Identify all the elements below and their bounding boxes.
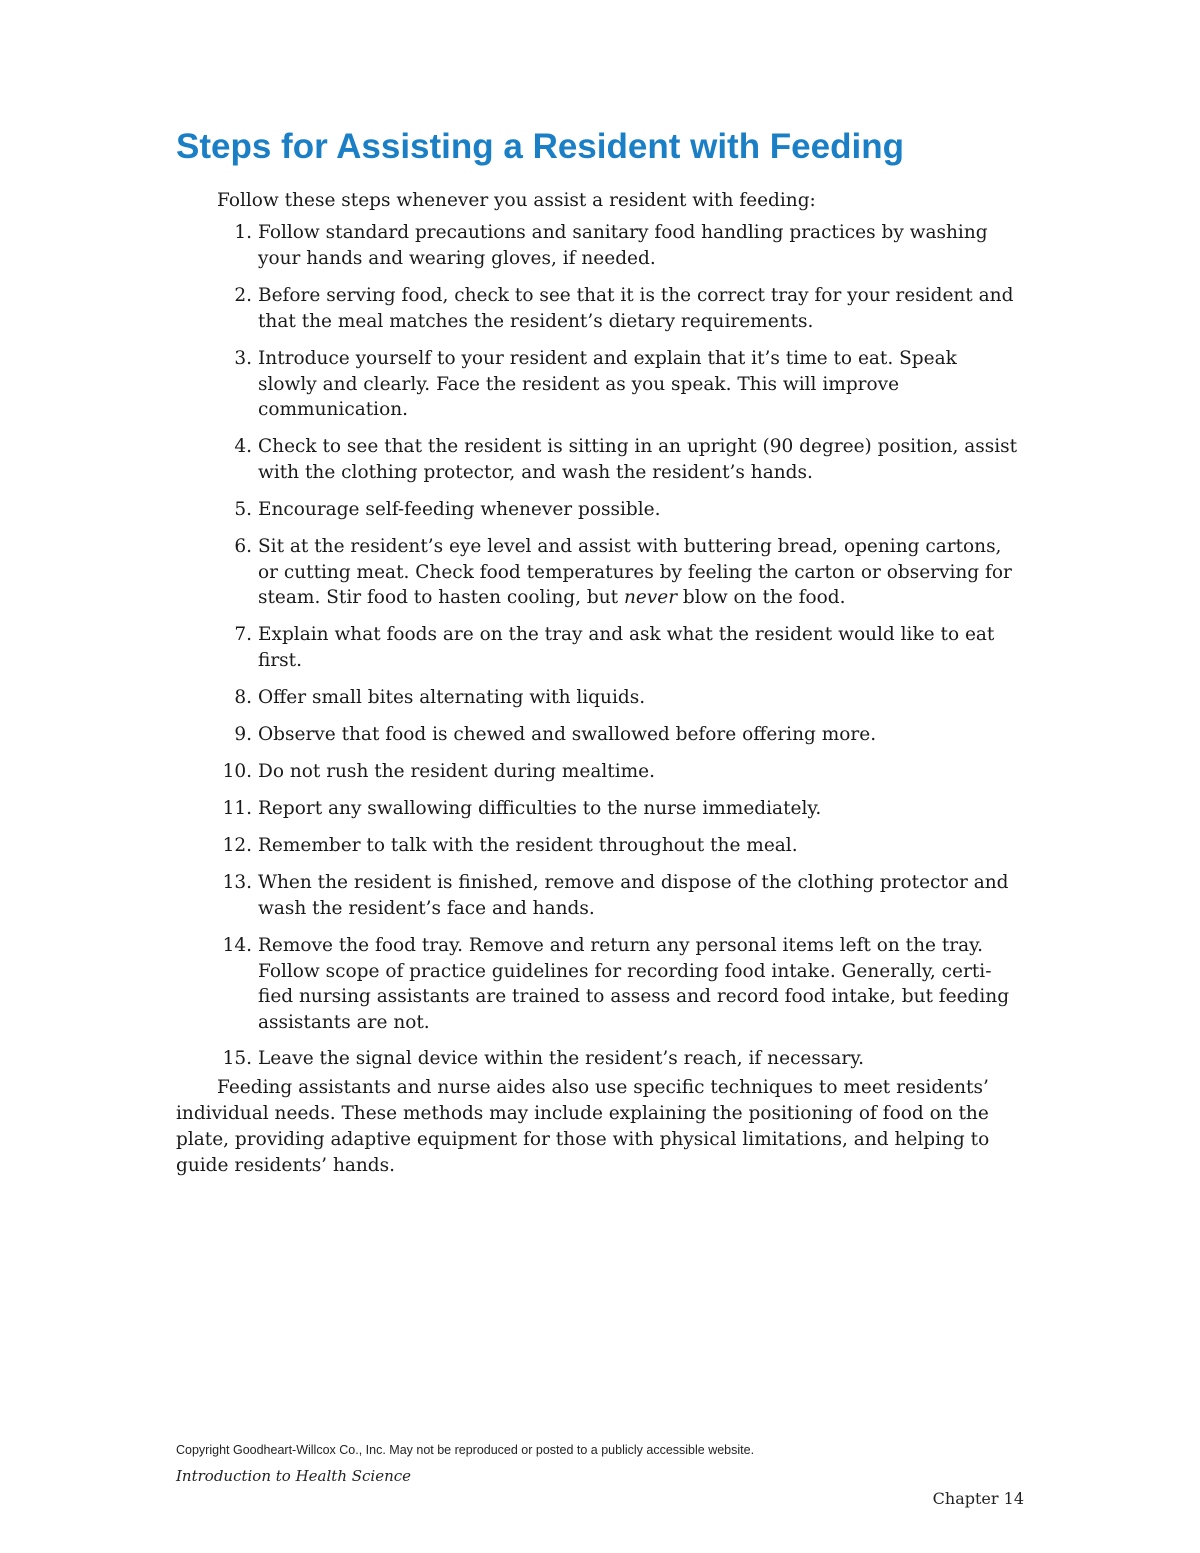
- step-line: Observe that food is chewed and swallowed before offering more.: [258, 724, 877, 745]
- step-line: with the clothing protector, and wash the resident’s hands.: [258, 461, 813, 483]
- step-line: communication.: [258, 399, 409, 420]
- step-line: Follow scope of practice guidelines for recording food intake. Generally, certi-: [258, 960, 992, 982]
- closing-paragraph: [176, 1075, 989, 1179]
- emphasis-text: never: [623, 587, 678, 608]
- step-line: fied nursing assistants are trained to assess and record food intake, but feeding: [258, 986, 1010, 1007]
- copyright-notice: Copyright Goodheart-Willcox Co., Inc. May not be reproduced or posted to a publicly accessible website.: [176, 1443, 755, 1457]
- step-number: 12.: [222, 835, 252, 856]
- step-number: 6.: [234, 536, 252, 557]
- step-text: [258, 283, 1030, 334]
- step-number: 14.: [222, 935, 252, 956]
- page-title: Steps for Assisting a Resident with Feeding: [176, 127, 904, 166]
- step-text: [258, 220, 1030, 271]
- step-text: [258, 933, 1030, 1035]
- step-text: [258, 622, 1030, 673]
- step-number: 1.: [234, 222, 252, 243]
- step-line: your hands and wearing gloves, if needed.: [258, 247, 656, 269]
- paragraph-line: guide residents’ hands.: [176, 1155, 396, 1176]
- intro-text: Follow these steps whenever you assist a resident with feeding:: [217, 190, 816, 211]
- step-line: Leave the signal device within the resident’s reach, if necessary.: [258, 1048, 865, 1069]
- step-line: wash the resident’s face and hands.: [258, 897, 595, 919]
- step-line: slowly and clearly. Face the resident as you speak. This will improve: [258, 373, 900, 395]
- step-text: [258, 870, 1030, 921]
- step-text: [258, 722, 1030, 748]
- step-text: [258, 1046, 1030, 1072]
- step-text: [258, 346, 1030, 423]
- step-number: 7.: [234, 624, 252, 645]
- step-line: Remove the food tray. Remove and return any personal items left on the tray.: [258, 935, 984, 956]
- step-text: [258, 497, 1030, 523]
- step-number: 3.: [234, 348, 252, 369]
- step-line: Check to see that the resident is sitting in an upright (90 degree) position, assist: [258, 436, 1018, 457]
- step-line: first.: [258, 649, 302, 671]
- step-line-part: steam. Stir food to hasten cooling, but: [258, 587, 624, 608]
- step-line: or cutting meat. Check food temperatures by feeling the carton or observing for: [258, 561, 1012, 583]
- step-line: Remember to talk with the resident throughout the meal.: [258, 835, 798, 856]
- step-line: Offer small bites alternating with liquids.: [258, 687, 646, 708]
- step-number: 13.: [222, 872, 252, 893]
- step-line: When the resident is finished, remove and dispose of the clothing protector and: [258, 872, 1009, 893]
- step-line: Follow standard precautions and sanitary food handling practices by washing: [258, 222, 988, 243]
- step-number: 2.: [234, 285, 252, 306]
- step-line: Encourage self-feeding whenever possible.: [258, 499, 661, 520]
- paragraph-line: plate, providing adaptive equipment for those with physical limitations, and helping to: [176, 1129, 990, 1150]
- step-number: 11.: [222, 798, 252, 819]
- step-number: 5.: [234, 499, 252, 520]
- step-text: [258, 796, 1030, 822]
- step-line: that the meal matches the resident’s dietary requirements.: [258, 310, 814, 332]
- step-text: [258, 534, 1030, 611]
- step-line: Introduce yourself to your resident and explain that it’s time to eat. Speak: [258, 348, 957, 369]
- chapter-label: Chapter 14: [932, 1489, 1024, 1508]
- step-line: Explain what foods are on the tray and ask what the resident would like to eat: [258, 624, 995, 645]
- step-number: 15.: [222, 1048, 252, 1069]
- step-text: [258, 759, 1030, 785]
- step-line: Before serving food, check to see that it is the correct tray for your resident and: [258, 285, 1014, 306]
- step-line-part: blow on the food.: [677, 587, 846, 608]
- step-number: 10.: [222, 761, 252, 782]
- step-number: 8.: [234, 687, 252, 708]
- step-number: 4.: [234, 436, 252, 457]
- step-text: [258, 685, 1030, 711]
- step-line: assistants are not.: [258, 1011, 430, 1033]
- step-text: [258, 434, 1030, 485]
- paragraph-line: individual needs. These methods may include explaining the positioning of food on the: [176, 1103, 989, 1124]
- step-line: Report any swallowing difficulties to the nurse immediately.: [258, 798, 822, 819]
- step-line: Do not rush the resident during mealtime.: [258, 761, 655, 782]
- step-line: [258, 585, 1030, 611]
- step-number: 9.: [234, 724, 252, 745]
- book-title: Introduction to Health Science: [176, 1467, 412, 1485]
- step-text: [258, 833, 1030, 859]
- step-line: Sit at the resident’s eye level and assist with buttering bread, opening cartons,: [258, 536, 1002, 557]
- paragraph-line: Feeding assistants and nurse aides also use specific techniques to meet residents’: [217, 1077, 989, 1098]
